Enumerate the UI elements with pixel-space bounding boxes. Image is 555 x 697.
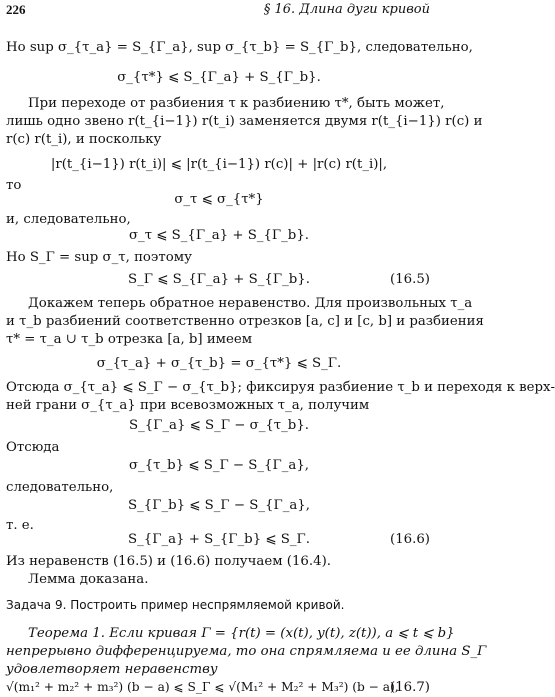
text-line: т. е.	[6, 518, 34, 533]
formula-line: σ_{τ_b} ⩽ S_Γ − S_{Γ_a},	[128, 458, 310, 473]
text-line: Отсюда	[6, 440, 60, 455]
equation-number: (16.7)	[390, 680, 430, 695]
text-line: Но S_Γ = sup σ_τ, поэтому	[6, 250, 192, 265]
formula-line: S_{Γ_a} ⩽ S_Γ − σ_{τ_b}.	[128, 418, 310, 433]
text-line: следовательно,	[6, 480, 114, 495]
theorem-line: удовлетворяет неравенству	[6, 662, 218, 677]
text-line: Отсюда σ_{τ_a} ⩽ S_Γ − σ_{τ_b}; фиксируя разбиение τ_b и переходя к верх-	[6, 380, 555, 395]
theorem-line: непрерывно дифференцируема, то она спрямляема и ее длина S_Γ	[6, 644, 487, 659]
task-line: Задача 9. Построить пример неспрямляемой кривой.	[6, 598, 345, 612]
formula-line: S_Γ ⩽ S_{Γ_a} + S_{Γ_b}.	[128, 272, 310, 287]
formula-line: σ_τ ⩽ S_{Γ_a} + S_{Γ_b}.	[128, 228, 310, 243]
formula-line: S_{Γ_b} ⩽ S_Γ − S_{Γ_a},	[128, 498, 310, 513]
section-title: § 16. Длина дуги кривой	[263, 2, 430, 17]
text-line: Из неравенств (16.5) и (16.6) получаем (16.4).	[6, 554, 331, 569]
equation-number: (16.6)	[390, 532, 430, 547]
text-line: и τ_b разбиений соответственно отрезков [a, c] и [c, b] и разбиения	[6, 314, 484, 329]
formula-line: S_{Γ_a} + S_{Γ_b} ⩽ S_Γ.	[128, 532, 310, 547]
text-line: Но sup σ_{τ_a} = S_{Γ_a}, sup σ_{τ_b} = S_{Γ_b}, следовательно,	[6, 40, 473, 55]
text-line: Докажем теперь обратное неравенство. Для произвольных τ_a	[28, 296, 473, 311]
formula-line: σ_{τ*} ⩽ S_{Γ_a} + S_{Γ_b}.	[117, 70, 321, 85]
formula-line: |r(t_{i−1}) r(t_i)| ⩽ |r(t_{i−1}) r(c)| + |r(c) r(t_i)|,	[50, 157, 388, 172]
text-line: то	[6, 178, 22, 193]
text-line: Лемма доказана.	[28, 572, 149, 587]
text-line: При переходе от разбиения τ к разбиению τ*, быть может,	[28, 96, 445, 111]
text-line: τ* = τ_a ∪ τ_b отрезка [a, b] имеем	[6, 332, 253, 347]
page-number: 226	[6, 2, 26, 17]
formula-line: σ_{τ_a} + σ_{τ_b} = σ_{τ*} ⩽ S_Γ.	[96, 356, 342, 371]
theorem-line: Теорема 1. Если кривая Γ = {r(t) = (x(t), y(t), z(t)), a ⩽ t ⩽ b}	[28, 626, 455, 641]
text-line: и, следовательно,	[6, 212, 131, 227]
formula-line: σ_τ ⩽ σ_{τ*}	[174, 192, 264, 207]
equation-number: (16.5)	[390, 272, 430, 287]
text-line: r(c) r(t_i), и поскольку	[6, 132, 162, 147]
text-line: лишь одно звено r(t_{i−1}) r(t_i) заменяется двумя r(t_{i−1}) r(c) и	[6, 114, 483, 129]
formula-line: √(m₁² + m₂² + m₃²) (b − a) ⩽ S_Γ ⩽ √(M₁² + M₂² + M₃²) (b − a),	[6, 680, 399, 694]
text-line: ней грани σ_{τ_a} при всевозможных τ_a, получим	[6, 398, 370, 413]
